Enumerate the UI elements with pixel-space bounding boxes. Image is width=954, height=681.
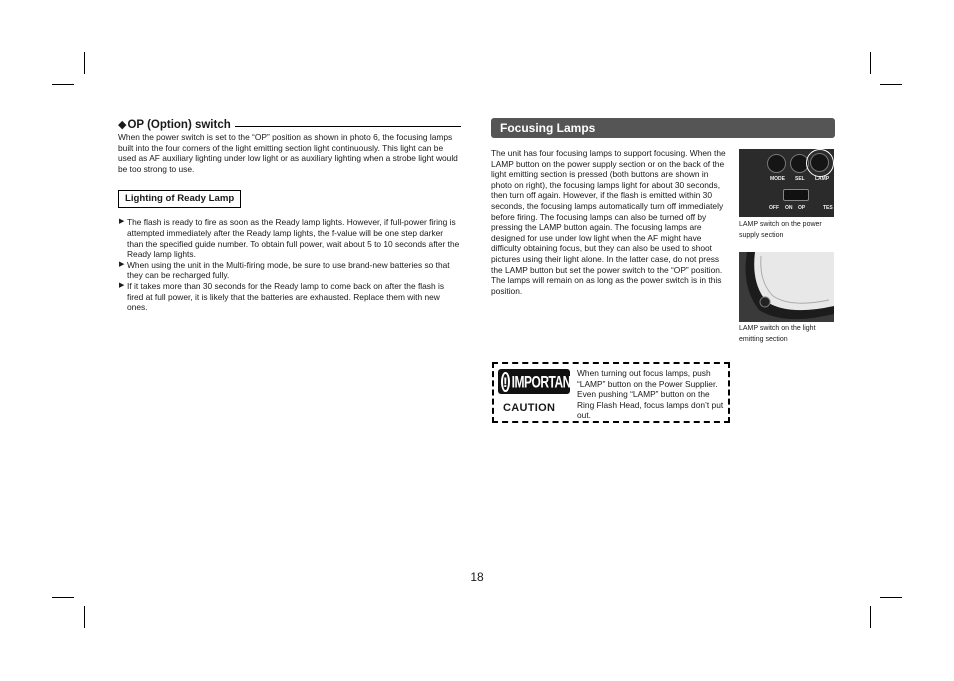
mode-knob bbox=[767, 154, 786, 173]
highlight-circle bbox=[806, 149, 834, 177]
list-item-text: The flash is ready to fire as soon as the Ready lamp lights. However, if full-power firing is attempted immediately after the Ready lamp lights, the f-value will be one step darker than the specified guide number. To obtain full power, wait about 5 to 10 seconds after the Ready lamp lights. bbox=[127, 217, 460, 260]
photo-caption: LAMP switch on the light emitting section bbox=[739, 325, 816, 343]
triangle-bullet-icon: ▶ bbox=[119, 260, 125, 268]
photo-label: MODE bbox=[770, 176, 785, 182]
page-number: 18 bbox=[470, 570, 484, 584]
crop-mark bbox=[52, 84, 74, 85]
list-item bbox=[118, 217, 461, 259]
crop-mark bbox=[880, 84, 902, 85]
focusing-lamps-paragraph: The unit has four focusing lamps to support focusing. When the LAMP button on the power supply section or on the back of the light emitting section is pressed (both buttons are shown in photo on right), the focusing lamps light for about 30 seconds, then turn off again. However, if the flash is emitted within 30 seconds, the focusing lamps automatically turn off immediately before firing. The focusing lamps can also be turned off by pressing the LAMP button again. The focusing lamps are designed for use under low light when the AF might have difficulty obtaining focus, but they can also be used to shoot pictures using their light alone. In the latter case, do not press the LAMP button but set the power switch to the “OP” position. The lamps will remain on as long as the power switch is in this position. bbox=[491, 148, 726, 296]
caution-box bbox=[492, 362, 730, 423]
list-item bbox=[118, 281, 461, 313]
crop-mark bbox=[870, 606, 871, 628]
power-slider bbox=[783, 189, 809, 201]
heading-rule bbox=[235, 126, 461, 127]
intro-paragraph: When the power switch is set to the “OP” position as shown in photo 6, the focusing lamps built into the four corners of the light emitting section light continuously. This light can be used as AF auxiliary lighting under low light or as auxiliary lighting when a strobe light would be too strong to use. bbox=[118, 132, 458, 174]
caution-label: CAUTION bbox=[503, 402, 556, 414]
triangle-bullet-icon: ▶ bbox=[119, 281, 125, 289]
power-supply-photo bbox=[739, 149, 834, 217]
photo-label: LAMP bbox=[815, 176, 830, 182]
ring-flash-illustration bbox=[739, 252, 834, 322]
photo-label: SEL bbox=[795, 176, 805, 182]
crop-mark bbox=[84, 606, 85, 628]
important-icon bbox=[498, 369, 578, 394]
exclamation-icon: ! bbox=[503, 373, 508, 390]
photo-label: OFF bbox=[769, 205, 779, 211]
diamond-icon: ◆ bbox=[118, 119, 127, 131]
crop-mark bbox=[84, 52, 85, 74]
bullet-list bbox=[118, 217, 461, 312]
caution-text: When turning out focus lamps, push “LAMP” button on the Power Supplier. Even pushing “LAMP” button on the Ring Flash Head, focus lamps don’t put out. bbox=[577, 368, 724, 421]
important-word: IMPORTANT bbox=[511, 372, 578, 391]
list-item-text: If it takes more than 30 seconds for the Ready lamp to come back on after the flash is fired at full power, it is likely that the batteries are exhausted. Replace them with new ones. bbox=[127, 280, 445, 313]
photo-caption: LAMP switch on the power supply section bbox=[739, 221, 822, 239]
list-item bbox=[118, 260, 461, 281]
photo-label: ON bbox=[785, 205, 793, 211]
crop-mark bbox=[880, 597, 902, 598]
light-emitting-photo bbox=[739, 252, 834, 322]
section-heading bbox=[118, 118, 461, 132]
crop-mark bbox=[52, 597, 74, 598]
list-item-text: When using the unit in the Multi-firing mode, be sure to use brand-new batteries so that they can be recharged fully. bbox=[127, 259, 450, 281]
left-column bbox=[118, 118, 461, 313]
section-title: OP (Option) switch bbox=[127, 119, 231, 131]
photo-label: OP bbox=[798, 205, 806, 211]
section-banner: Focusing Lamps bbox=[491, 118, 835, 138]
photo-label: TES bbox=[823, 205, 833, 211]
crop-mark bbox=[870, 52, 871, 74]
triangle-bullet-icon: ▶ bbox=[119, 218, 125, 226]
subheading-box: Lighting of Ready Lamp bbox=[118, 190, 241, 208]
